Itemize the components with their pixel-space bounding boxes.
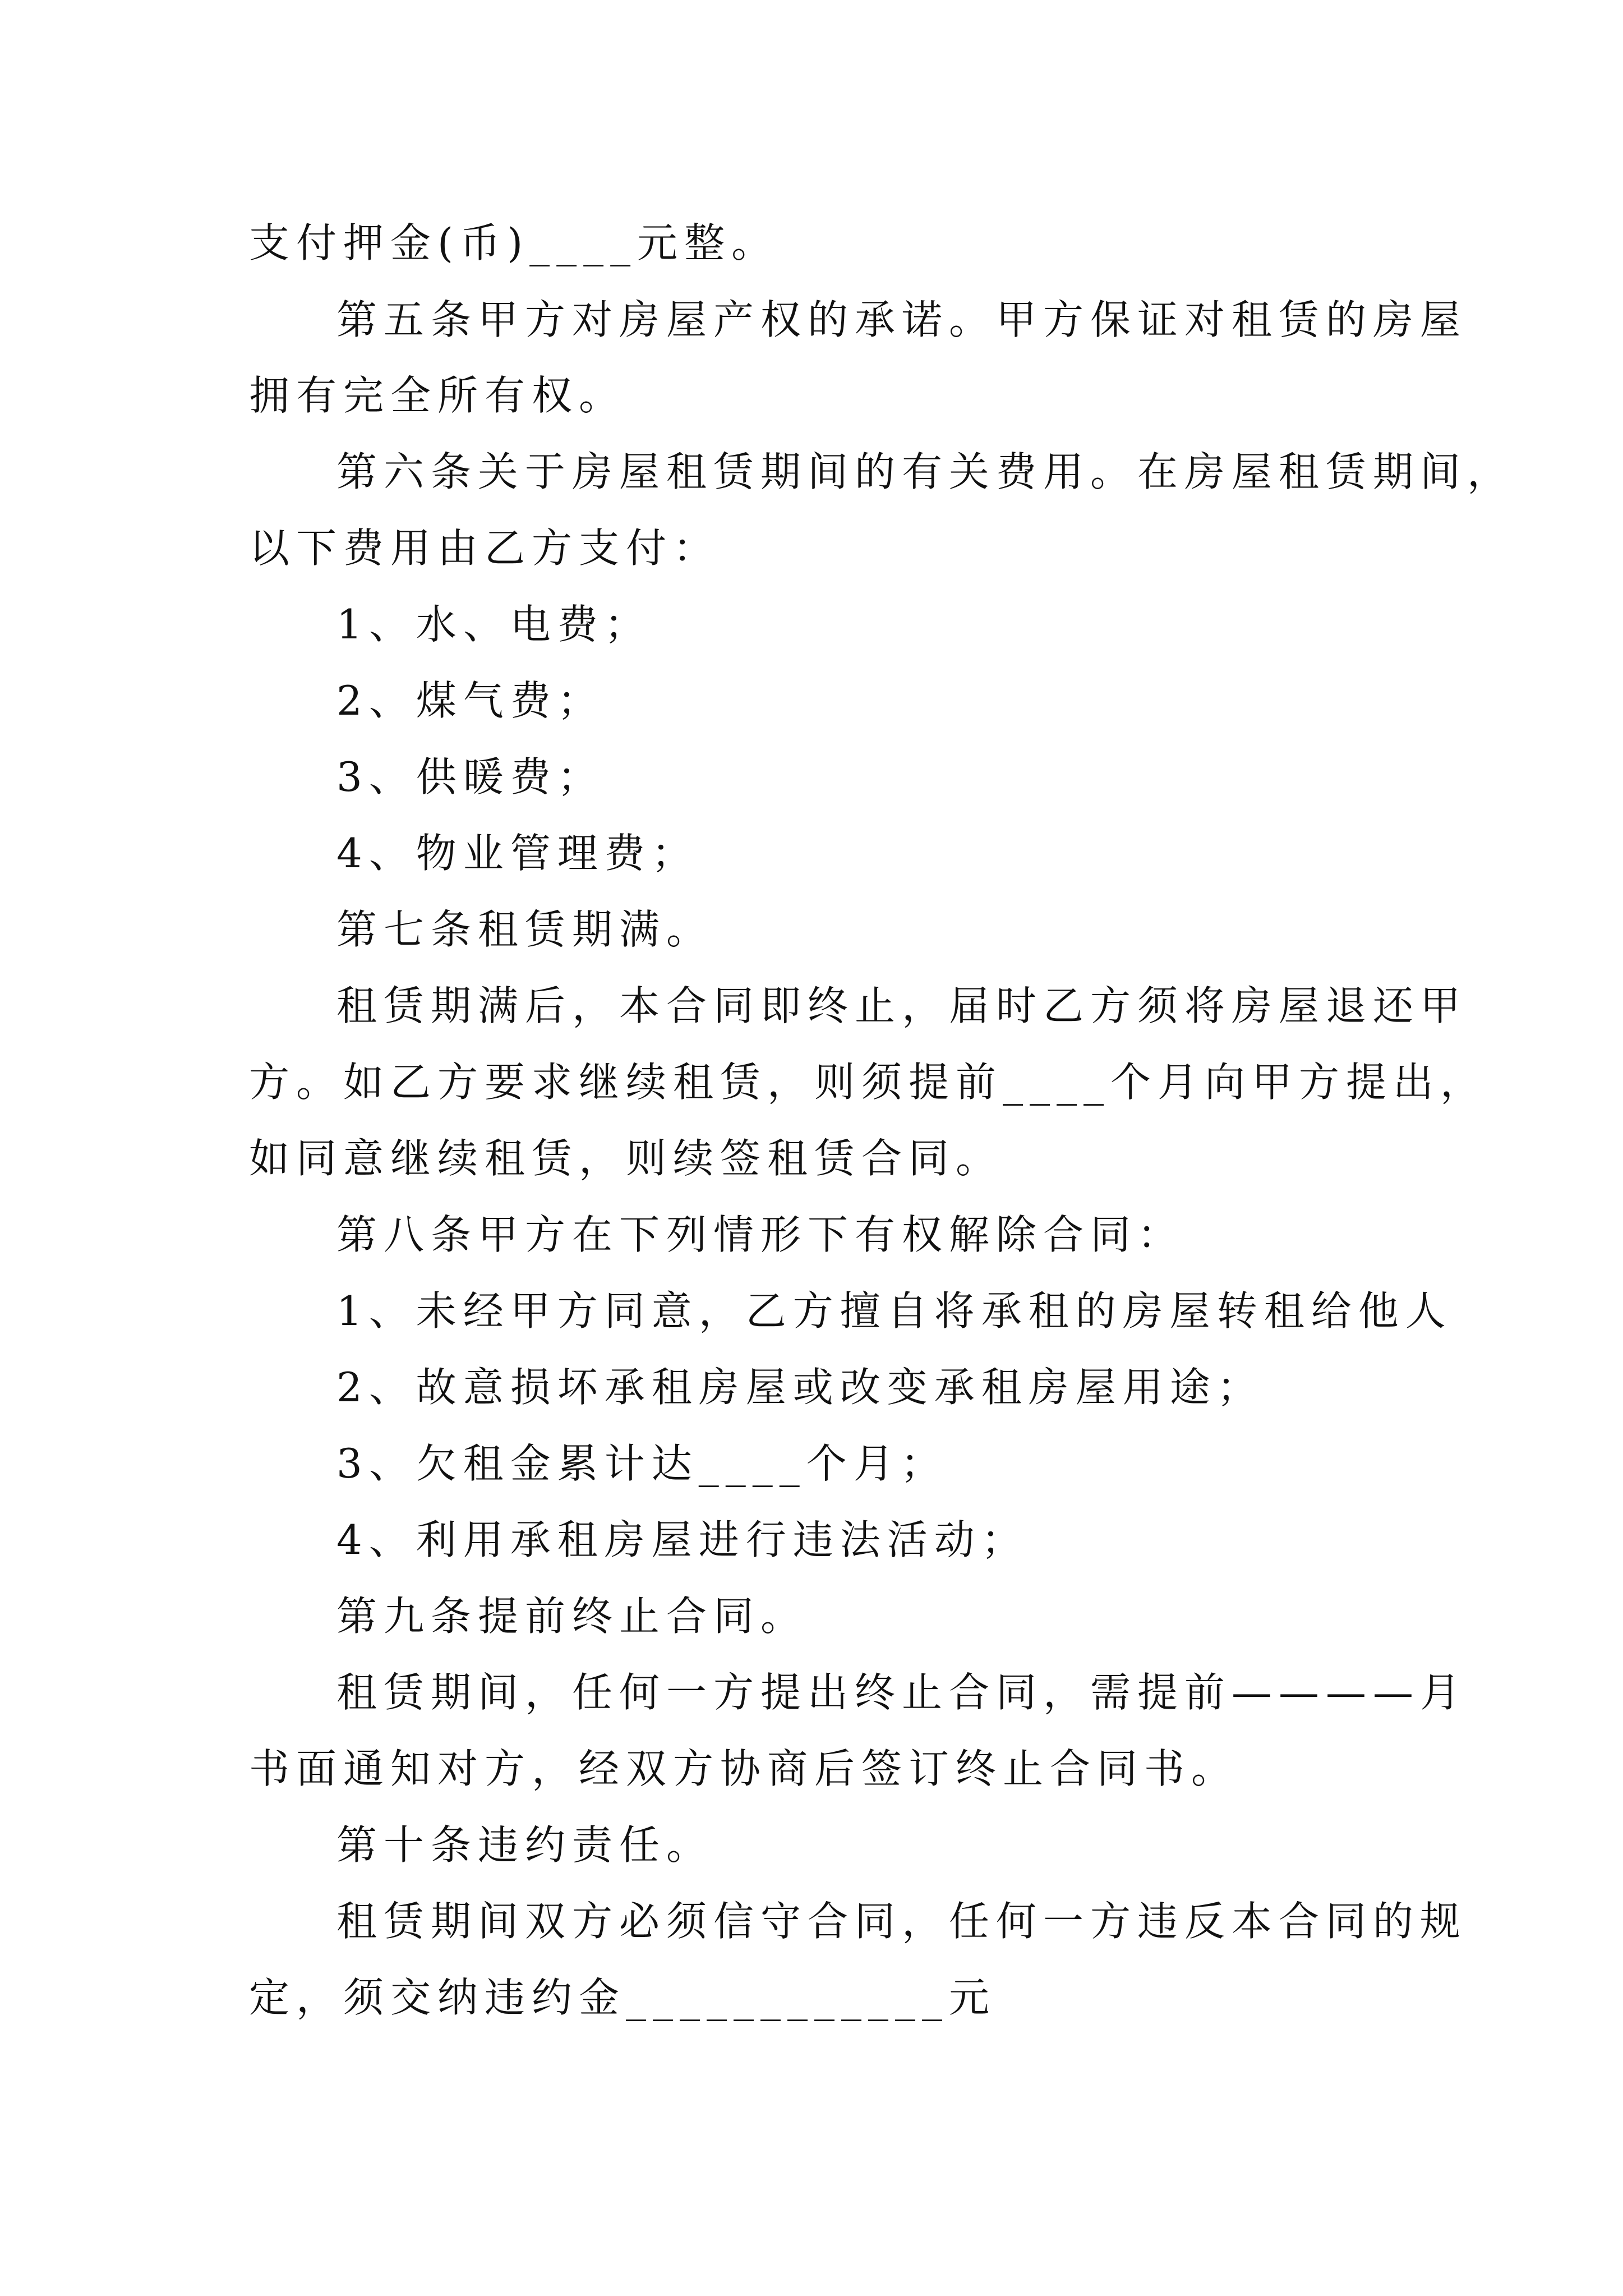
list-item-damage: 2、故意损坏承租房屋或改变承租房屋用途； (336, 1364, 1264, 1411)
list-item-rent-arrears: 3、欠租金累计达____个月； (336, 1440, 948, 1487)
text-line-article9-body-cont: 书面通知对方，经双方协商后签订终止合同书。 (249, 1745, 1239, 1792)
list-item-heating: 3、供暖费； (336, 753, 605, 800)
text-line-article5: 第五条甲方对房屋产权的承诺。甲方保证对租赁的房屋 (336, 296, 1468, 343)
text-line-article9: 第九条提前终止合同。 (336, 1593, 808, 1640)
text-line-article7-body-cont: 方。如乙方要求继续租赁，则须提前____个月向甲方提出， (249, 1059, 1488, 1106)
text-line-article6-cont: 以下费用由乙方支付： (249, 524, 721, 572)
text-line-article5-cont: 拥有完全所有权。 (249, 372, 626, 419)
text-line-article7-body-end: 如同意继续租赁，则续签租赁合同。 (249, 1135, 1003, 1182)
text-line-deposit: 支付押金(币)____元整。 (249, 219, 779, 266)
text-line-article7-body: 租赁期满后，本合同即终止，届时乙方须将房屋退还甲 (336, 982, 1468, 1029)
text-line-article9-body: 租赁期间，任何一方提出终止合同，需提前————月 (336, 1669, 1468, 1716)
text-line-article8: 第八条甲方在下列情形下有权解除合同： (336, 1211, 1185, 1258)
text-line-article10-body-cont: 定，须交纳违约金____________元 (249, 1974, 997, 2021)
list-item-gas: 2、煤气费； (336, 677, 605, 724)
list-item-illegal-use: 4、利用承租房屋进行违法活动； (336, 1516, 1029, 1563)
text-line-article10: 第十条违约责任。 (336, 1821, 714, 1869)
text-line-article10-body: 租赁期间双方必须信守合同，任何一方违反本合同的规 (336, 1898, 1468, 1945)
list-item-property-fee: 4、物业管理费； (336, 830, 699, 877)
text-line-article6: 第六条关于房屋租赁期间的有关费用。在房屋租赁期间， (336, 448, 1515, 495)
list-item-sublease: 1、未经甲方同意，乙方擅自将承租的房屋转租给他人 (336, 1287, 1453, 1335)
list-item-water-electricity: 1、水、电费； (336, 601, 652, 648)
text-line-article7: 第七条租赁期满。 (336, 906, 714, 953)
